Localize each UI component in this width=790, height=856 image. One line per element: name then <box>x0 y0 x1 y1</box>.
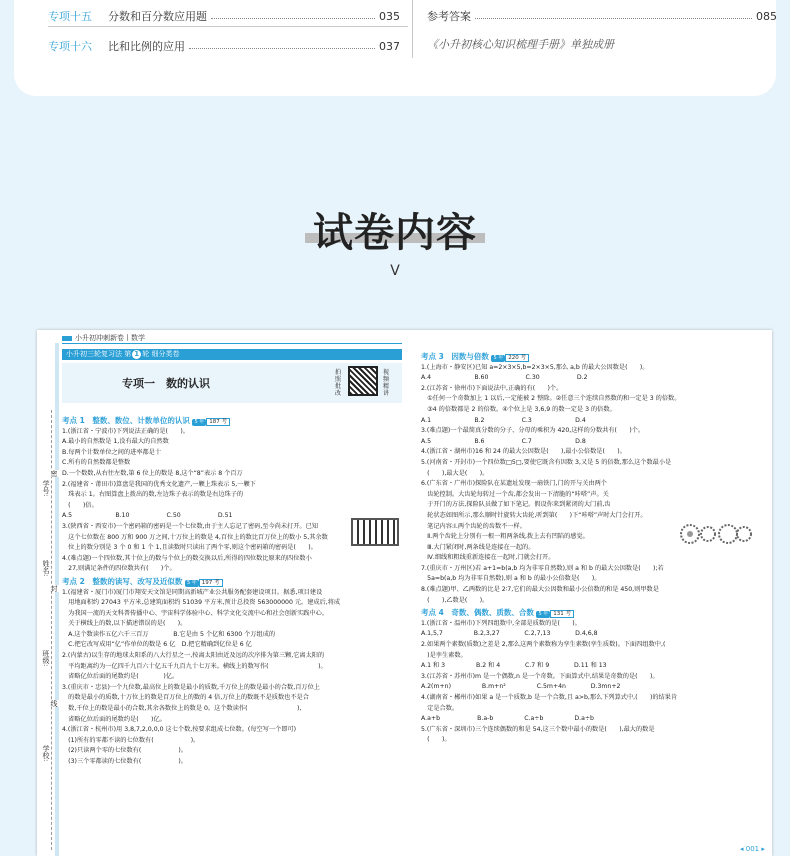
question-line: 2.(福建省・莆田市)算盘是我国的优秀文化遗产,一颗上珠表示 5,一颗下 <box>62 480 256 488</box>
toc-row[interactable] <box>48 8 400 24</box>
question-line: ( )倍。 <box>62 501 98 509</box>
question-line: 1.(福建省・厦门市)厦门市翔安天文馆是同期高新城产业公共服务配套建设项目。据悉,项目建设 <box>62 588 323 596</box>
question-line: 5.(河南省・开封市)一个四位数□5□,要使它既含有因数 3,又是 5 的倍数,那么这个数最小是 <box>421 458 672 466</box>
question-line: (3)三个零都读的七位数有( )。 <box>62 758 187 765</box>
student-id-label: 学号: <box>42 480 50 497</box>
question-line: B.每两个计数单位之间的进率都是十 <box>62 448 162 456</box>
question-line: 4.(浙江省・湖州市)16 和 24 的最大公因数是( ),最小公倍数是( )。 <box>421 448 626 456</box>
toc-column-divider <box>412 0 413 58</box>
question-line: 平均距离约为一亿四千九百六十亿五千九百九十七万米。横线上的数写作( )。 <box>62 662 327 670</box>
question-line: 的数是最小的质数,十万位上的数是百万位上的数的 4 倍,万位上的数既不是质数也不是合 <box>62 694 309 702</box>
question-line: 关于横线上的数,以下描述错误的是( )。 <box>62 620 187 628</box>
question-line: 省略亿位后面的尾数约是( )亿。 <box>62 673 179 681</box>
answer-options: A.5 B.6 C.7 D.8 <box>421 437 586 445</box>
exam-sheet-preview <box>37 330 772 856</box>
years-badge: 5 年 <box>186 579 197 586</box>
question-line: 3.(难点题)一个最简真分数的分子、分母的乘积为 420,这样的分数共有( )个。 <box>421 427 645 435</box>
question-line: (1)所有的零都不读的七位数有( )。 <box>62 736 200 744</box>
question-line: 2.如果两个素数(质数)之差是 2,那么这两个素数称为孪生素数(孪生质数)。下面四组数中,( <box>421 641 666 649</box>
handbook-note: 《小升初核心知识梳理手册》单独成册 <box>427 38 614 51</box>
page-headline: 试卷内容 <box>313 210 477 256</box>
topic-heading <box>62 416 404 427</box>
sheet-header <box>62 333 145 343</box>
gears-figure <box>674 520 754 548</box>
question-line: A.最小的自然数是 1,没有最大的自然数 <box>62 438 169 446</box>
topic-title: 考点 3 因数与倍数 <box>421 352 489 361</box>
toc-leader <box>189 48 375 49</box>
toc-leader <box>475 18 752 19</box>
abacus-figure <box>351 518 399 546</box>
question-line: 1.(浙江省・宁波市)下列说法正确的是( )。 <box>62 427 189 435</box>
question-line: ①任何一个奇数加上 1 以后,一定能被 2 整除。②任意三个连续自然数的和一定是 3 的倍数。 <box>421 395 681 403</box>
question-line: 5.(广东省・深圳市)三个连续偶数的和是 54,这三个数中最小的数是( ),最大的数是 <box>421 725 655 733</box>
toc-tag: 专项十六 <box>48 40 92 53</box>
toc-answer-page: 085 <box>756 9 777 23</box>
exam-count-badge: 220 考 <box>505 354 529 362</box>
toc-title: 比和比例的应用 <box>108 40 185 53</box>
question-line: 2.(内蒙古)以生存的地球太阳系的八大行星之一,按离太阳由近及远的次序排为第三颗,它离太阳的 <box>62 652 325 660</box>
toc-divider <box>48 26 408 27</box>
chapter-title: 专项一 数的认识 <box>122 377 210 390</box>
qr-label-right: 视频精讲 <box>383 369 390 397</box>
toc-leader <box>211 18 375 19</box>
answer-options: A.a+b B.a-b C.a÷b D.a÷b <box>421 715 594 723</box>
question-line: 6.(广东省・广州市)探险队在某遗址发现一扇铁门,门的开与关由两个 <box>421 480 607 488</box>
question-line: 笔记内容:Ⅰ.两个齿轮的齿数不一样。 <box>421 522 526 530</box>
years-badge: 5 年 <box>493 355 504 361</box>
topic-title: 考点 1 整数、数位、计数单位的认识 <box>62 416 190 425</box>
toc-page: 035 <box>379 9 400 23</box>
question-line: C.所有的自然数都是整数 <box>62 459 131 467</box>
toc-title: 分数和百分数应用题 <box>108 10 207 23</box>
book-logo-icon <box>62 336 72 341</box>
years-badge: 5 年 <box>538 611 549 618</box>
question-line: 1.(上海市・静安区)已知 a=2×3×5,b=2×3×5,那么 a,b 的最大公因数是( )。 <box>421 363 649 371</box>
answer-options: A.1 和 3 B.2 和 4 C.7 和 9 D.11 和 13 <box>421 662 607 670</box>
question-line: D.一个数数,从右往左数,第 6 位上的数是 8,这个“8”表示 8 个百万 <box>62 469 243 477</box>
question-line: 为我国一流的天文科普传播中心、宇宙科学体验中心、科学文化交流中心和社会创新实践中心。 <box>62 609 329 617</box>
question-line: 齿轮控制。大齿轮每转过一个齿,都会发出一下清脆的“咔嗒”声。关 <box>421 490 609 498</box>
question-line: 4.(浙江省・杭州市)用 3,8,7,2,0,0,0 这七个数,按要求组成七位数。(每空写一个即可) <box>62 726 297 734</box>
years-badge: 5 年 <box>194 419 205 425</box>
question-line: 5a=b(a,b 均为非零自然数),则 a 和 b 的最小公倍数是( )。 <box>421 575 601 583</box>
chapter-header <box>62 363 402 403</box>
question-line: 7.(重庆市・万州区)若 a+1=b(a,b 均为非零自然数),则 a 和 b 的最大公因数是( );若 <box>421 564 664 572</box>
binding-margin <box>37 410 59 850</box>
question-line: 2.(江苏省・徐州市)下面说法中,正确的有( )个。 <box>421 384 563 392</box>
toc-card <box>14 0 776 96</box>
question-line: ( )。 <box>421 736 451 744</box>
exam-count-badge: 187 考 <box>206 418 230 426</box>
question-line: 位上的数分别是 3 个 0 和 1 个 1,且读数时只读出了两个零,则这个密码箱的密码是( )。 <box>62 544 317 552</box>
question-line: 省略亿位后面的尾数约是( )亿。 <box>62 715 166 723</box>
question-line: 珠表示 1。右图算盘上拨出的数,左边珠子表示的数是右边珠子的 <box>62 491 244 499</box>
question-line: ( ),最大是( )。 <box>421 469 489 477</box>
question-line: )是孪生素数。 <box>421 651 467 659</box>
answer-options: A.5 B.10 C.50 D.51 <box>62 512 233 520</box>
question-line: 3.(陕西省・西安市)一个密码箱的密码是一个七位数,由于主人忘记了密码,至今尚未打开。已知 <box>62 522 318 530</box>
exam-count-badge: 131 考 <box>550 610 574 618</box>
question-line: 4.(湖南省・郴州市)如果 a 是一个质数,b 是一个合数,且 a>b,那么下列算式中,( )的结果肯 <box>421 694 678 701</box>
question-line: ③4 的倍数都是 2 的倍数。④个位上是 3,6,9 的数一定是 3 的倍数。 <box>421 405 616 413</box>
question-line: Ⅲ.大门紧闭时,两条线是连接在一起的。 <box>421 543 535 551</box>
answer-options: A.2(m+n) B.m+n² C.5m+4n D.3mn+2 <box>421 683 621 691</box>
left-question-column <box>62 414 404 768</box>
topic-heading <box>421 352 766 363</box>
qr-code-icon[interactable] <box>348 366 378 396</box>
question-line: 1.(浙江省・温州市)下列四组数中,全部是质数的是( )。 <box>421 619 581 627</box>
topic-title: 考点 4 奇数、偶数、质数、合数 <box>421 608 534 618</box>
question-line: ( ),乙数是( )。 <box>421 596 489 604</box>
school-label: 学校: <box>42 745 50 762</box>
answer-options: C.把它改写成用“亿”作单位的数是 6 亿 D.把它精确到亿位是 6 亿 <box>62 641 252 649</box>
answer-options: A.1,5,7 B.2,3,27 C.2,7,13 D.4,6,8 <box>421 630 598 638</box>
answer-options: A.这个数读作五亿六千三百万 B.它是由 5 个亿和 6300 个万组成的 <box>62 630 276 638</box>
topic-title: 考点 2 整数的读写、改写及近似数 <box>62 576 183 586</box>
question-line: 用地面积约 27043 平方米,总建筑面积约 51039 平方米,预计总投资 563000000 元。建成后,将成 <box>62 599 341 607</box>
question-line: (2)只读两个零的七位数有( )。 <box>62 747 187 755</box>
page-number: ◂ 001 ▸ <box>740 845 765 853</box>
toc-tag: 专项十五 <box>48 10 92 23</box>
seal-mark: 密 <box>50 470 58 477</box>
toc-answer-title: 参考答案 <box>427 10 471 23</box>
header-rule <box>62 343 402 344</box>
exam-count-badge: 197 考 <box>199 579 223 587</box>
name-label: 姓名: <box>42 560 50 577</box>
round-number: 1 <box>132 350 141 359</box>
banner-post: 轮 细分类卷 <box>142 350 180 358</box>
question-line: 于开门的方法,探险队员做了如下笔记。假设你来到紧闭的大门前,齿 <box>421 501 611 509</box>
question-line: 27,则满足条件的四位数共有( )个。 <box>62 565 176 573</box>
topic-heading <box>62 577 404 588</box>
seal-mark: 线 <box>50 700 58 707</box>
seal-mark: 封 <box>50 585 58 592</box>
answer-options: A.1 B.2 C.3 D.4 <box>421 416 586 424</box>
question-line: Ⅱ.两个齿轮上分别有一根一粗两条线,拨上去有凹陷的感觉。 <box>421 533 589 541</box>
chevron-down-icon: V <box>390 263 400 279</box>
toc-answer-row[interactable] <box>427 8 777 24</box>
review-banner <box>62 349 402 360</box>
question-line: 4.(难点题)一个四位数,其十位上的数与个位上的数交换以后,所得的四位数比原来的四位数小 <box>62 554 312 562</box>
question-line: 8.(难点题)甲、乙两数的比是 2∶7,它们的最大公因数和最小公倍数的和是 450,则甲数是 <box>421 586 659 594</box>
topic-heading <box>421 608 766 619</box>
question-line: 数,千位上的数是最小的合数,其余各数位上的数是 0。这个数读作( ), <box>62 705 302 713</box>
question-line: 这个七位数在 800 万和 900 万之间,十万位上的数是 4,百位上的数比百万位上的数小 5,其余数 <box>62 533 328 541</box>
question-line: Ⅳ.细线和粗线重新连接在一起时,门就会打开。 <box>421 554 555 562</box>
banner-pre: 小升初三轮复习法 第 <box>66 350 132 358</box>
page-number-text: 001 <box>745 845 760 853</box>
question-line: 3.(重庆市・忠县)一个九位数,最高位上的数是最小的质数,千万位上的数是最小的合数,百万位上 <box>62 683 320 691</box>
question-line: 轮状态如图所示,那么顺时针旋转大齿轮,听到第( )下“咔嗒”声时大门会打开。 <box>421 511 647 519</box>
qr-label-left: 拍照批改 <box>335 369 342 397</box>
question-line: 3.(江苏省・苏州市)m 是一个偶数,n 是一个奇数。下面算式中,结果是奇数的是( )。 <box>421 672 659 680</box>
toc-row[interactable] <box>48 38 400 54</box>
class-label: 班级: <box>42 650 50 667</box>
toc-page: 037 <box>379 39 400 53</box>
question-line: 定是合数。 <box>421 704 459 712</box>
sheet-header-text: 小升初冲刺新卷丨数学 <box>75 334 145 342</box>
answer-options: A.4 B.60 C.30 D.2 <box>421 374 588 382</box>
